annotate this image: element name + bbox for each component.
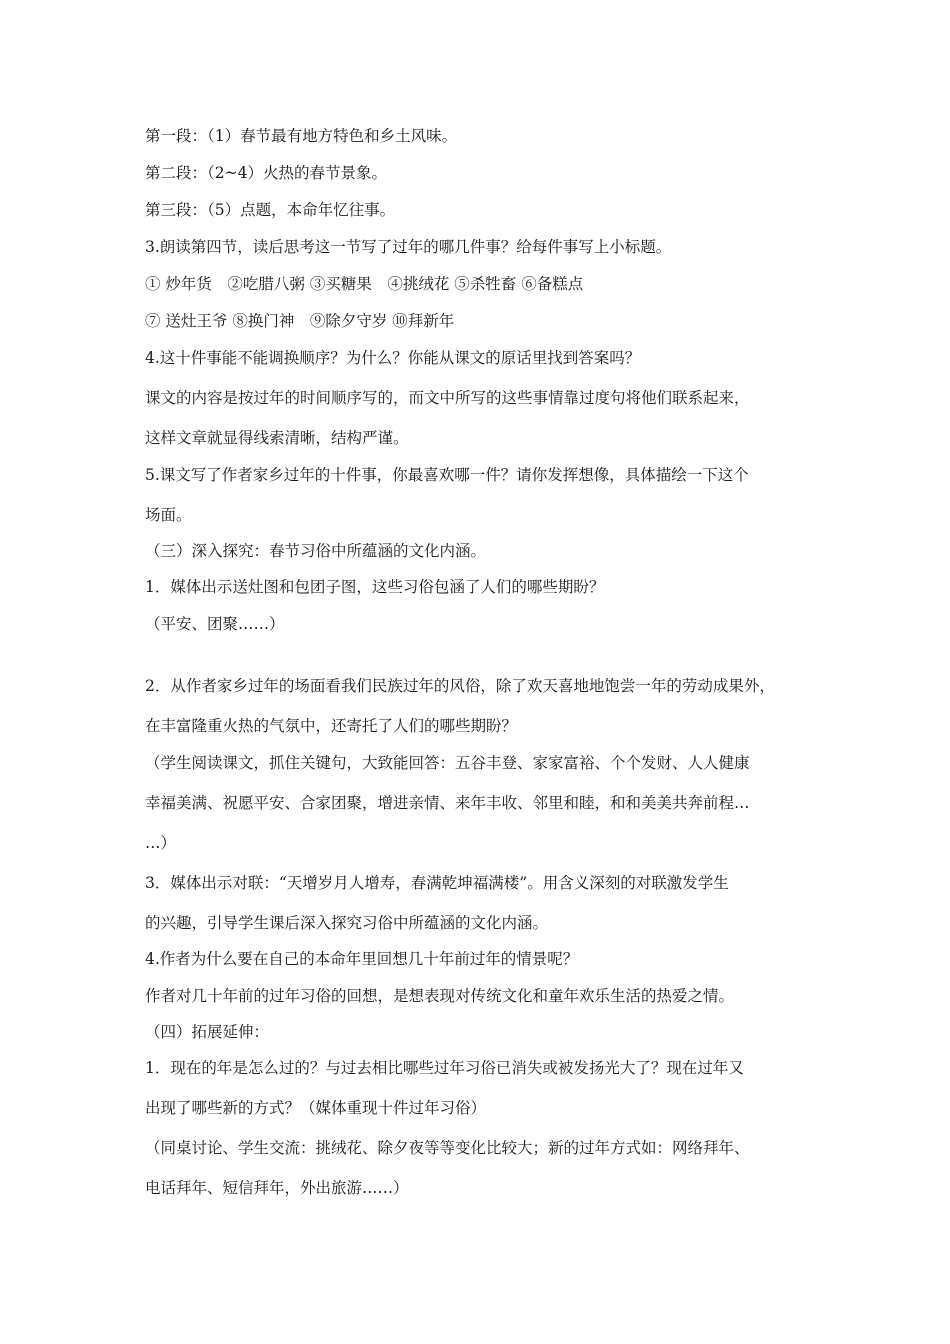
text-line: 3.朗读第四节，读后思考这一节写了过年的哪几件事？给每件事写上小标题。 bbox=[145, 238, 672, 256]
text-line: 的兴趣，引导学生课后深入探究习俗中所蕴涵的文化内涵。 bbox=[145, 914, 549, 932]
text-line: 幸福美满、祝愿平安、合家团聚，增进亲情、来年丰收、邻里和睦，和和美美共奔前程… bbox=[145, 794, 750, 812]
text-line: 第三段：（5）点题，本命年忆往事。 bbox=[145, 201, 396, 219]
text-line: （同桌讨论、学生交流：挑绒花、除夕夜等等变化比较大；新的过年方式如：网络拜年、 bbox=[145, 1139, 750, 1157]
text-line: （学生阅读课文，抓住关键句，大致能回答：五谷丰登、家家富裕、个个发财、人人健康 bbox=[145, 754, 750, 772]
text-line: 1．媒体出示送灶图和包团子图，这些习俗包涵了人们的哪些期盼？ bbox=[145, 578, 605, 596]
text-line: 场面。 bbox=[145, 506, 192, 524]
text-line: 电话拜年、短信拜年，外出旅游……） bbox=[145, 1179, 409, 1197]
text-line: 出现了哪些新的方式？（媒体重现十件过年习俗） bbox=[145, 1099, 487, 1117]
section-heading: （三）深入探究：春节习俗中所蕴涵的文化内涵。 bbox=[145, 542, 487, 560]
text-line: 课文的内容是按过年的时间顺序写的，而文中所写的这些事情靠过度句将他们联系起来， bbox=[145, 389, 750, 407]
text-line: 4.作者为什么要在自己的本命年里回想几十年前过年的情景呢？ bbox=[145, 950, 579, 968]
text-line: ① 炒年货 ②吃腊八粥 ③买糖果 ④挑绒花 ⑤杀牲畜 ⑥备糕点 bbox=[145, 275, 584, 293]
text-line: …） bbox=[145, 834, 177, 852]
section-heading: （四）拓展延伸： bbox=[145, 1023, 270, 1041]
text-line: 3．媒体出示对联：“天增岁月人增寿，春满乾坤福满楼”。用含义深刻的对联激发学生 bbox=[145, 874, 729, 892]
text-line: 第二段：（2~4）火热的春节景象。 bbox=[145, 164, 387, 182]
text-line: 作者对几十年前的过年习俗的回想，是想表现对传统文化和童年欢乐生活的热爱之情。 bbox=[145, 987, 735, 1005]
text-line: （平安、团聚……） bbox=[145, 615, 285, 633]
text-line: ⑦ 送灶王爷 ⑧换门神 ⑨除夕守岁 ⑩拜新年 bbox=[145, 312, 455, 330]
text-line: 2．从作者家乡过年的场面看我们民族过年的风俗，除了欢天喜地地饱尝一年的劳动成果外， bbox=[145, 677, 775, 695]
text-line: 在丰富隆重火热的气氛中，还寄托了人们的哪些期盼？ bbox=[145, 717, 518, 735]
text-line: 这样文章就显得线索清晰，结构严谨。 bbox=[145, 429, 409, 447]
text-line: 第一段：（1）春节最有地方特色和乡土风味。 bbox=[145, 127, 458, 145]
text-line: 4.这十件事能不能调换顺序？为什么？你能从课文的原话里找到答案吗？ bbox=[145, 349, 641, 367]
text-line: 1．现在的年是怎么过的？与过去相比哪些过年习俗已消失或被发扬光大了？现在过年又 bbox=[145, 1059, 744, 1077]
text-line: 5.课文写了作者家乡过年的十件事，你最喜欢哪一件？请你发挥想像，具体描绘一下这个 bbox=[145, 466, 749, 484]
